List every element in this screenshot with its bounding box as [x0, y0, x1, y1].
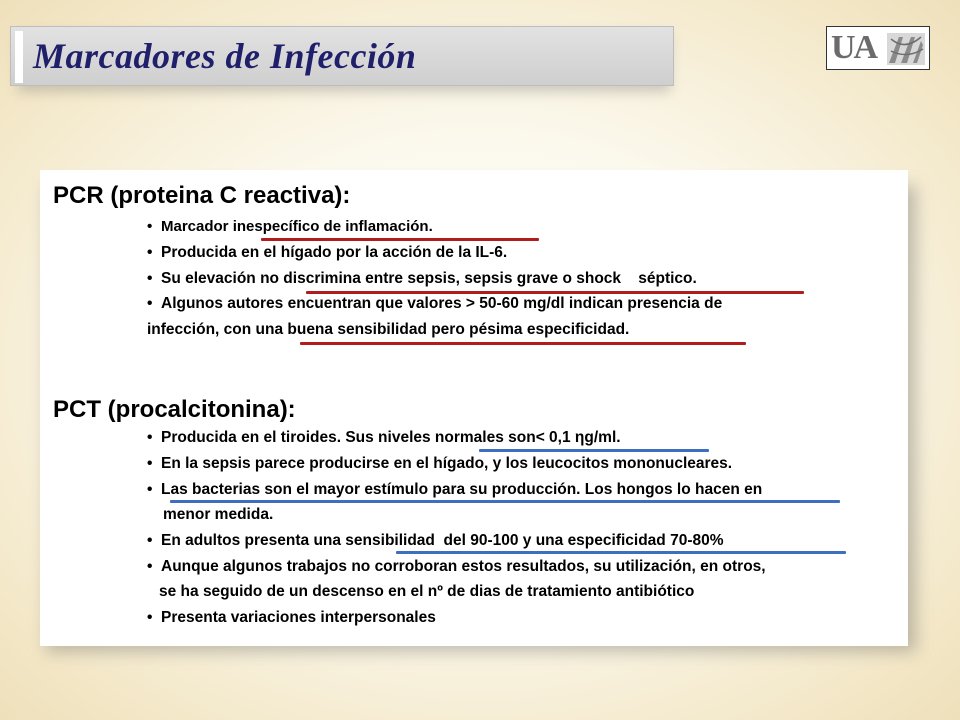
pcr-underline-2	[306, 291, 804, 294]
pcr-item-4-continuation: infección, con una buena sensibilidad pero pésima especificidad.	[147, 321, 630, 338]
pct-item-3	[147, 481, 762, 499]
pct-item-1	[147, 429, 621, 447]
bullet-icon: •	[147, 481, 153, 498]
pct-item-6-text: Presenta variaciones interpersonales	[161, 609, 436, 626]
bullet-icon: •	[147, 295, 153, 312]
pcr-item-1-text: Marcador inespecífico de inflamación.	[161, 218, 433, 235]
bullet-icon: •	[147, 532, 153, 549]
pct-item-3-continuation: menor medida.	[163, 506, 274, 523]
pcr-item-2	[147, 244, 507, 262]
logo-pattern-icon	[887, 33, 925, 65]
pcr-underline-1	[261, 238, 539, 241]
bullet-icon: •	[147, 218, 153, 235]
pcr-heading: PCR (proteina C reactiva):	[53, 182, 351, 209]
pct-item-4-text: En adultos presenta una sensibilidad del 90-100 y una especificidad 70-80%	[161, 532, 724, 549]
pct-heading: PCT (procalcitonina):	[53, 396, 296, 423]
pct-item-6	[147, 609, 436, 627]
pct-item-2-text: En la sepsis parece producirse en el hígado, y los leucocitos mononucleares.	[161, 455, 733, 472]
pct-underline-1	[479, 449, 709, 452]
pct-item-5-text: Aunque algunos trabajos no corroboran estos resultados, su utilización, en otros,	[161, 558, 766, 575]
pcr-item-2-text: Producida en el hígado por la acción de la IL-6.	[161, 244, 508, 261]
pcr-item-4	[147, 295, 722, 313]
pct-item-1-text: Producida en el tiroides. Sus niveles normales son< 0,1 ηg/ml.	[161, 429, 621, 446]
title-accent	[15, 31, 23, 83]
pct-item-5-continuation: se ha seguido de un descenso en el nº de dias de tratamiento antibiótico	[159, 583, 695, 600]
logo-text: UA	[831, 29, 877, 66]
bullet-icon: •	[147, 558, 153, 575]
pct-underline-3	[396, 551, 846, 554]
pct-item-5	[147, 558, 766, 576]
bullet-icon: •	[147, 244, 153, 261]
pcr-underline-3	[300, 342, 746, 345]
pct-item-2	[147, 455, 732, 473]
pct-underline-2	[170, 500, 840, 503]
bullet-icon: •	[147, 429, 153, 446]
pcr-item-3-text: Su elevación no discrimina entre sepsis, sepsis grave o shock séptico.	[161, 270, 697, 287]
slide-title: Marcadores de Infección	[33, 36, 417, 76]
bullet-icon: •	[147, 455, 153, 472]
title-bar	[10, 26, 674, 86]
bullet-icon: •	[147, 609, 153, 626]
university-logo	[826, 26, 930, 70]
pcr-item-1	[147, 218, 433, 235]
pct-item-4	[147, 532, 724, 550]
pct-item-3-text: Las bacterias son el mayor estímulo para su producción. Los hongos lo hacen en	[161, 481, 763, 498]
pcr-item-4-text: Algunos autores encuentran que valores > 50-60 mg/dl indican presencia de	[161, 295, 723, 312]
pcr-item-3	[147, 270, 697, 288]
bullet-icon: •	[147, 270, 153, 287]
content-card	[40, 170, 908, 646]
